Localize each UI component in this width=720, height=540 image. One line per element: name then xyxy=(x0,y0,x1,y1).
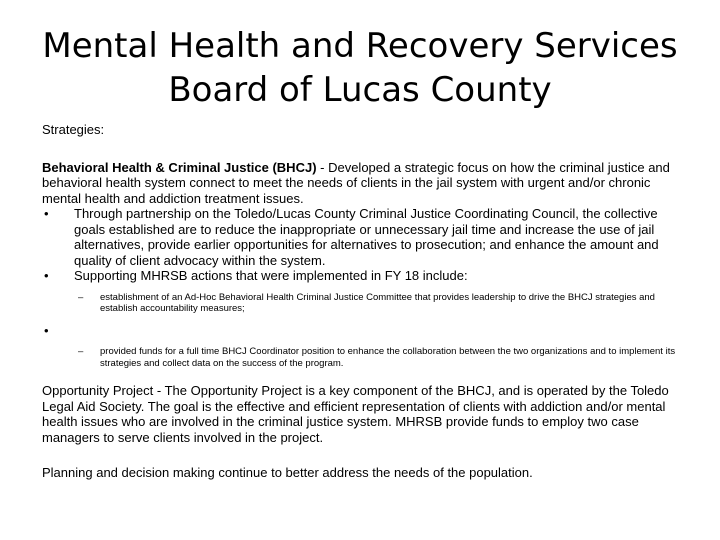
slide-title xyxy=(40,24,680,112)
sub-bullet-item xyxy=(42,346,687,369)
bhcj-paragraph xyxy=(42,160,687,207)
opportunity-paragraph: Opportunity Project - The Opportunity Project is a key component of the BHCJ, and is operated by the Toledo Legal Aid Society. The goal is the effective and efficient representation of clients with addiction and/or mental health issues who are involved in the criminal justice system. MHRSB provide funds to employ two case managers to serve clients involved in the project. xyxy=(42,383,669,445)
title-line-2: Board of Lucas County xyxy=(168,70,552,110)
bullet-text xyxy=(74,323,78,338)
bullet-text: Through partnership on the Toledo/Lucas County Criminal Justice Coordinating Council, the collective goals established are to reduce the inappropriate or unnecessary jail time and increase the use of jail alternatives, provide earlier opportunities for alternatives to prosecution; and enhance the amount and quality of client advocacy within the system. xyxy=(74,206,659,268)
bullet-text: Supporting MHRSB actions that were implemented in FY 18 include: xyxy=(74,268,468,283)
title-line-1: Mental Health and Recovery Services xyxy=(42,26,678,66)
slide-body xyxy=(42,122,687,481)
bhcj-description: - Developed a strategic focus on how the criminal justice and behavioral health system connect to meet the needs of clients in the jail system with urgent and/or chronic mental health and addiction treatment issues. xyxy=(42,159,670,206)
closing-paragraph: Planning and decision making continue to better address the needs of the population. xyxy=(42,465,533,480)
bullet-mark: • xyxy=(44,268,49,283)
sub-bullet-item xyxy=(42,292,687,315)
sub-bullet-text: establishment of an Ad-Hoc Behavioral Health Criminal Justice Committee that provides leadership to drive the BHCJ strategies and establish accountability measures; xyxy=(100,291,655,314)
bullet-mark: • xyxy=(44,206,49,221)
bullet-mark: • xyxy=(44,322,49,338)
strategies-label: Strategies: xyxy=(42,122,105,137)
bullet-item-empty xyxy=(42,323,687,339)
sub-bullet-mark: – xyxy=(78,291,84,303)
bullet-item xyxy=(42,206,687,268)
sub-bullet-mark: – xyxy=(78,346,84,357)
bhcj-heading: Behavioral Health & Criminal Justice (BHCJ) xyxy=(42,159,317,175)
sub-bullet-text: provided funds for a full time BHCJ Coordinator position to enhance the collaboration between the two organizations and to implement its strategies and collect data on the success of the program. xyxy=(100,346,676,369)
bullet-item xyxy=(42,268,687,284)
